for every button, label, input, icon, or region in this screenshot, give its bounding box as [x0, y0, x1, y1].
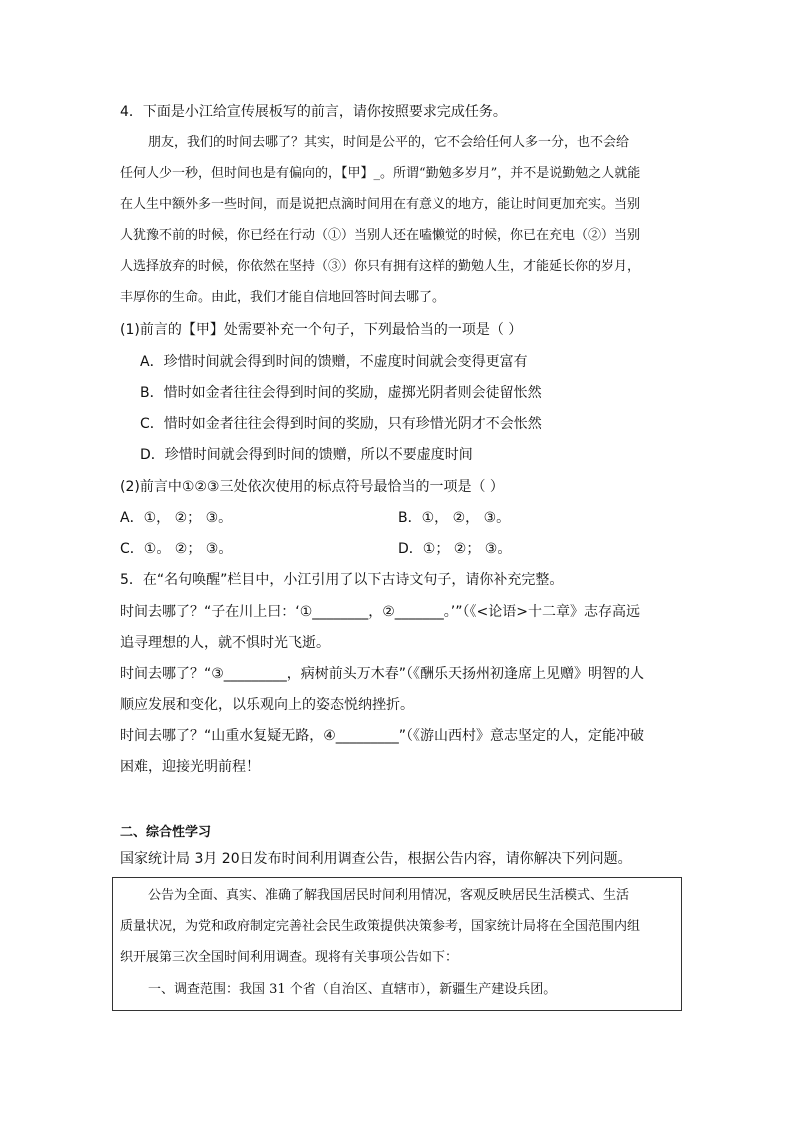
q4-sub2-option-c[interactable]: C．①。 ②； ③。	[120, 541, 233, 557]
q4-sub2-option-a[interactable]: A．①， ②； ③。	[120, 510, 233, 526]
notice-line-3: 织开展第三次全国时间利用调查。现将有关事项公告如下：	[120, 950, 459, 965]
notice-line-2: 质量状况，为党和政府制定完善社会民生政策提供决策参考，国家统计局将在全国范围内组	[120, 919, 641, 934]
q5-line-5: 时间去哪了？“山重水复疑无路，④_________”（《游山西村》意志坚定的人，定能冲破	[120, 728, 645, 744]
q5-line-1: 时间去哪了？“子在川上曰：‘①________，②_______。’”（《<论语>十二章》志存高远	[120, 604, 640, 620]
q4-passage-line-1: 朋友，我们的时间去哪了？其实，时间是公平的，它不会给任何人多一分，也不会给	[148, 135, 630, 150]
q4-sub2-question: (2)前言中①②③三处依次使用的标点符号最恰当的一项是（ ）	[120, 479, 504, 495]
notice-line-1: 公告为全面、真实、准确了解我国居民时间利用情况，客观反映居民生活模式、生活	[148, 888, 630, 903]
q4-sub1-option-b[interactable]: B．惜时如金者往往会得到时间的奖励，虚掷光阴者则会徒留怅然	[140, 385, 542, 401]
q5-line-4: 顺应发展和变化，以乐观向上的姿态悦纳挫折。	[120, 697, 414, 713]
q4-passage-line-2: 任何人少一秒，但时间也是有偏向的，【甲】_。所谓“勤勉多岁月”，并不是说勤勉之人就能	[120, 166, 641, 181]
notice-line-4: 一、调查范围：我国 31 个省（自治区、直辖市），新疆生产建设兵团。	[148, 982, 557, 997]
q4-passage-line-6: 丰厚你的生命。由此，我们才能自信地回答时间去哪了。	[120, 290, 446, 305]
q4-sub1-option-d[interactable]: D．珍惜时间就会得到时间的馈赠，所以不要虚度时间	[140, 447, 473, 463]
q5-line-2: 追寻理想的人，就不惧时光飞逝。	[120, 635, 330, 651]
q4-sub2-option-d[interactable]: D．①； ②； ③。	[398, 541, 512, 557]
q4-sub2-option-b[interactable]: B．①， ②， ③。	[398, 510, 511, 526]
q4-passage-line-4: 人犹豫不前的时候，你已经在行动（①）当别人还在嗑懒觉的时候，你已在充电（②）当别	[120, 228, 641, 243]
q4-sub1-question: (1)前言的【甲】处需要补充一个句子，下列最恰当的一项是（ ）	[120, 322, 523, 338]
section2-intro: 国家统计局 3月 20日发布时间利用调查公告，根据公告内容，请你解决下列问题。	[120, 851, 632, 867]
q4-passage-line-5: 人选择放弃的时候，你依然在坚持（③）你只有拥有这样的勤勉人生，才能延长你的岁月，	[120, 259, 641, 274]
q4-stem: 4．下面是小江给宣传展板写的前言，请你按照要求完成任务。	[120, 104, 507, 120]
q4-sub1-option-a[interactable]: A．珍惜时间就会得到时间的馈赠，不虚度时间就会变得更富有	[140, 354, 528, 370]
q5-line-6: 困难，迎接光明前程！	[120, 759, 260, 775]
section2-title: 二、综合性学习	[120, 825, 212, 840]
q5-stem: 5．在“名句唤醒”栏目中，小江引用了以下古诗文句子，请你补充完整。	[120, 572, 564, 588]
q5-line-3: 时间去哪了？“③_________，病树前头万木春”（《酬乐天扬州初逢席上见赠》明智的人	[120, 666, 645, 682]
q4-sub1-option-c[interactable]: C．惜时如金者往往会得到时间的奖励，只有珍惜光阴才不会怅然	[140, 416, 542, 432]
q4-passage-line-3: 在人生中额外多一些时间，而是说把点滴时间用在有意义的地方，能让时间更加充实。当别	[120, 197, 641, 212]
